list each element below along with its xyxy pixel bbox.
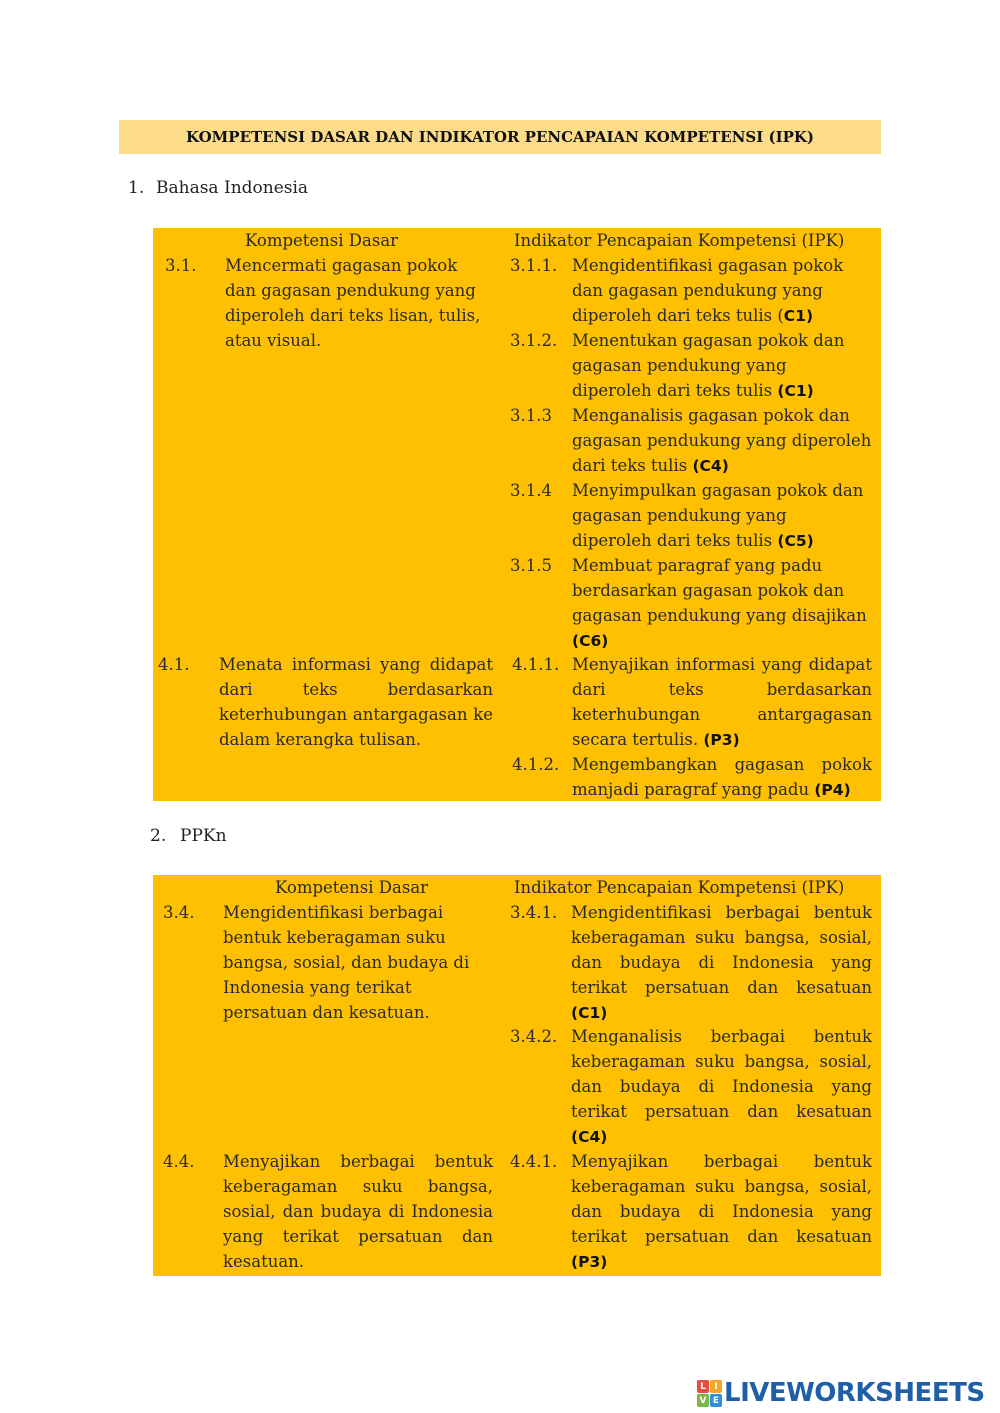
ipk-text: Menyajikan informasi yang didapat dari teks berdasarkan keterhubungan antargagasan secara tertulis.: [572, 655, 872, 749]
document-title: KOMPETENSI DASAR DAN INDIKATOR PENCAPAIAN KOMPETENSI (IPK): [119, 120, 881, 154]
ipk-text: Menyimpulkan gagasan pokok dan gagasan pendukung yang diperoleh dari teks tulis: [572, 481, 864, 550]
liveworksheets-icon: [697, 1380, 721, 1406]
ipk-code: 3.1.2.: [510, 331, 558, 350]
ipk-code: 3.1.1.: [510, 256, 558, 275]
ipk-text: Mengidentifikasi gagasan pokok dan gagasan pendukung yang diperoleh dari teks tulis (: [572, 256, 844, 325]
cognitive-level: (P3): [703, 731, 740, 749]
kd-code: 3.4.: [163, 903, 195, 922]
ipk-item: [571, 1024, 872, 1150]
cognitive-level: (C6): [572, 632, 609, 650]
section-name: PPKn: [180, 826, 227, 846]
cognitive-level: C1): [783, 307, 814, 325]
ipk-item: [572, 403, 874, 479]
ipk-item: [571, 900, 872, 1026]
kd-code: 4.1.: [158, 655, 190, 674]
logo-letter: V: [697, 1394, 709, 1407]
logo-letter: E: [710, 1394, 722, 1407]
section-name: Bahasa Indonesia: [156, 178, 309, 198]
kd-text: Menata informasi yang didapat dari teks berdasarkan keterhubungan antargagasan ke dalam kerangka tulisan.: [219, 655, 493, 749]
kd-text: Mengidentifikasi berbagai bentuk keberagaman suku bangsa, sosial, dan budaya di Indonesia yang terikat persatuan dan kesatuan.: [223, 903, 470, 1022]
ipk-code: 4.1.2.: [512, 755, 560, 774]
cognitive-level: (C5): [777, 532, 814, 550]
brand-text: LIVEWORKSHEETS: [724, 1378, 985, 1408]
header-kompetensi-dasar: Kompetensi Dasar: [245, 231, 399, 250]
header-ipk: Indikator Pencapaian Kompetensi (IPK): [514, 878, 845, 897]
ipk-item: [572, 553, 874, 654]
cognitive-level: (C4): [692, 457, 729, 475]
cognitive-level: (C1): [571, 1004, 608, 1022]
ipk-code: 3.1.4: [510, 481, 552, 500]
ipk-code: 3.4.1.: [510, 903, 558, 922]
liveworksheets-logo[interactable]: [697, 1378, 985, 1408]
ipk-text: Menentukan gagasan pokok dan gagasan pendukung yang diperoleh dari teks tulis: [572, 331, 845, 400]
table-ppkn: [153, 875, 881, 1276]
cognitive-level: (C1): [777, 382, 814, 400]
section-number: 2.: [150, 826, 167, 846]
section-heading-bahasa-indonesia: [128, 178, 308, 198]
ipk-item: [572, 328, 868, 404]
section-heading-ppkn: [150, 826, 227, 846]
kd-code: 4.4.: [163, 1152, 195, 1171]
ipk-text: Menganalisis gagasan pokok dan gagasan pendukung yang diperoleh dari teks tulis: [572, 406, 872, 475]
kd-code: 3.1.: [165, 256, 197, 275]
header-ipk: Indikator Pencapaian Kompetensi (IPK): [514, 231, 845, 250]
section-number: 1.: [128, 178, 145, 198]
logo-letter: L: [697, 1380, 709, 1393]
ipk-item: [571, 1149, 872, 1275]
ipk-code: 3.4.2.: [510, 1027, 558, 1046]
cognitive-level: (C4): [571, 1128, 608, 1146]
ipk-text: Membuat paragraf yang padu berdasarkan gagasan pokok dan gagasan pendukung yang disajikan: [572, 556, 867, 625]
ipk-text: Mengidentifikasi berbagai bentuk keberagaman suku bangsa, sosial, dan budaya di Indonesia yang terikat persatuan dan kesatuan: [571, 903, 872, 997]
logo-letter: I: [710, 1380, 722, 1393]
ipk-item: [572, 478, 868, 554]
ipk-code: 3.1.5: [510, 556, 552, 575]
ipk-code: 4.4.1.: [510, 1152, 558, 1171]
ipk-code: 3.1.3: [510, 406, 552, 425]
ipk-text: Mengembangkan gagasan pokok manjadi paragraf yang padu: [572, 755, 872, 799]
kd-text: Mencermati gagasan pokok dan gagasan pendukung yang diperoleh dari teks lisan, tulis, atau visual.: [225, 256, 481, 350]
ipk-item: [572, 652, 872, 753]
ipk-item: [572, 752, 872, 803]
ipk-item: [572, 253, 868, 329]
ipk-code: 4.1.1.: [512, 655, 560, 674]
cognitive-level: (P4): [814, 781, 851, 799]
kd-text: Menyajikan berbagai bentuk keberagaman suku bangsa, sosial, dan budaya di Indonesia yang terikat persatuan dan kesatuan.: [223, 1152, 493, 1271]
ipk-text: Menganalisis berbagai bentuk keberagaman suku bangsa, sosial, dan budaya di Indonesia yang terikat persatuan dan kesatuan: [571, 1027, 872, 1121]
ipk-text: Menyajikan berbagai bentuk keberagaman suku bangsa, sosial, dan budaya di Indonesia yang terikat persatuan dan kesatuan: [571, 1152, 872, 1246]
table-bahasa-indonesia: [153, 228, 881, 801]
header-kompetensi-dasar: Kompetensi Dasar: [275, 878, 429, 897]
cognitive-level: (P3): [571, 1253, 608, 1271]
